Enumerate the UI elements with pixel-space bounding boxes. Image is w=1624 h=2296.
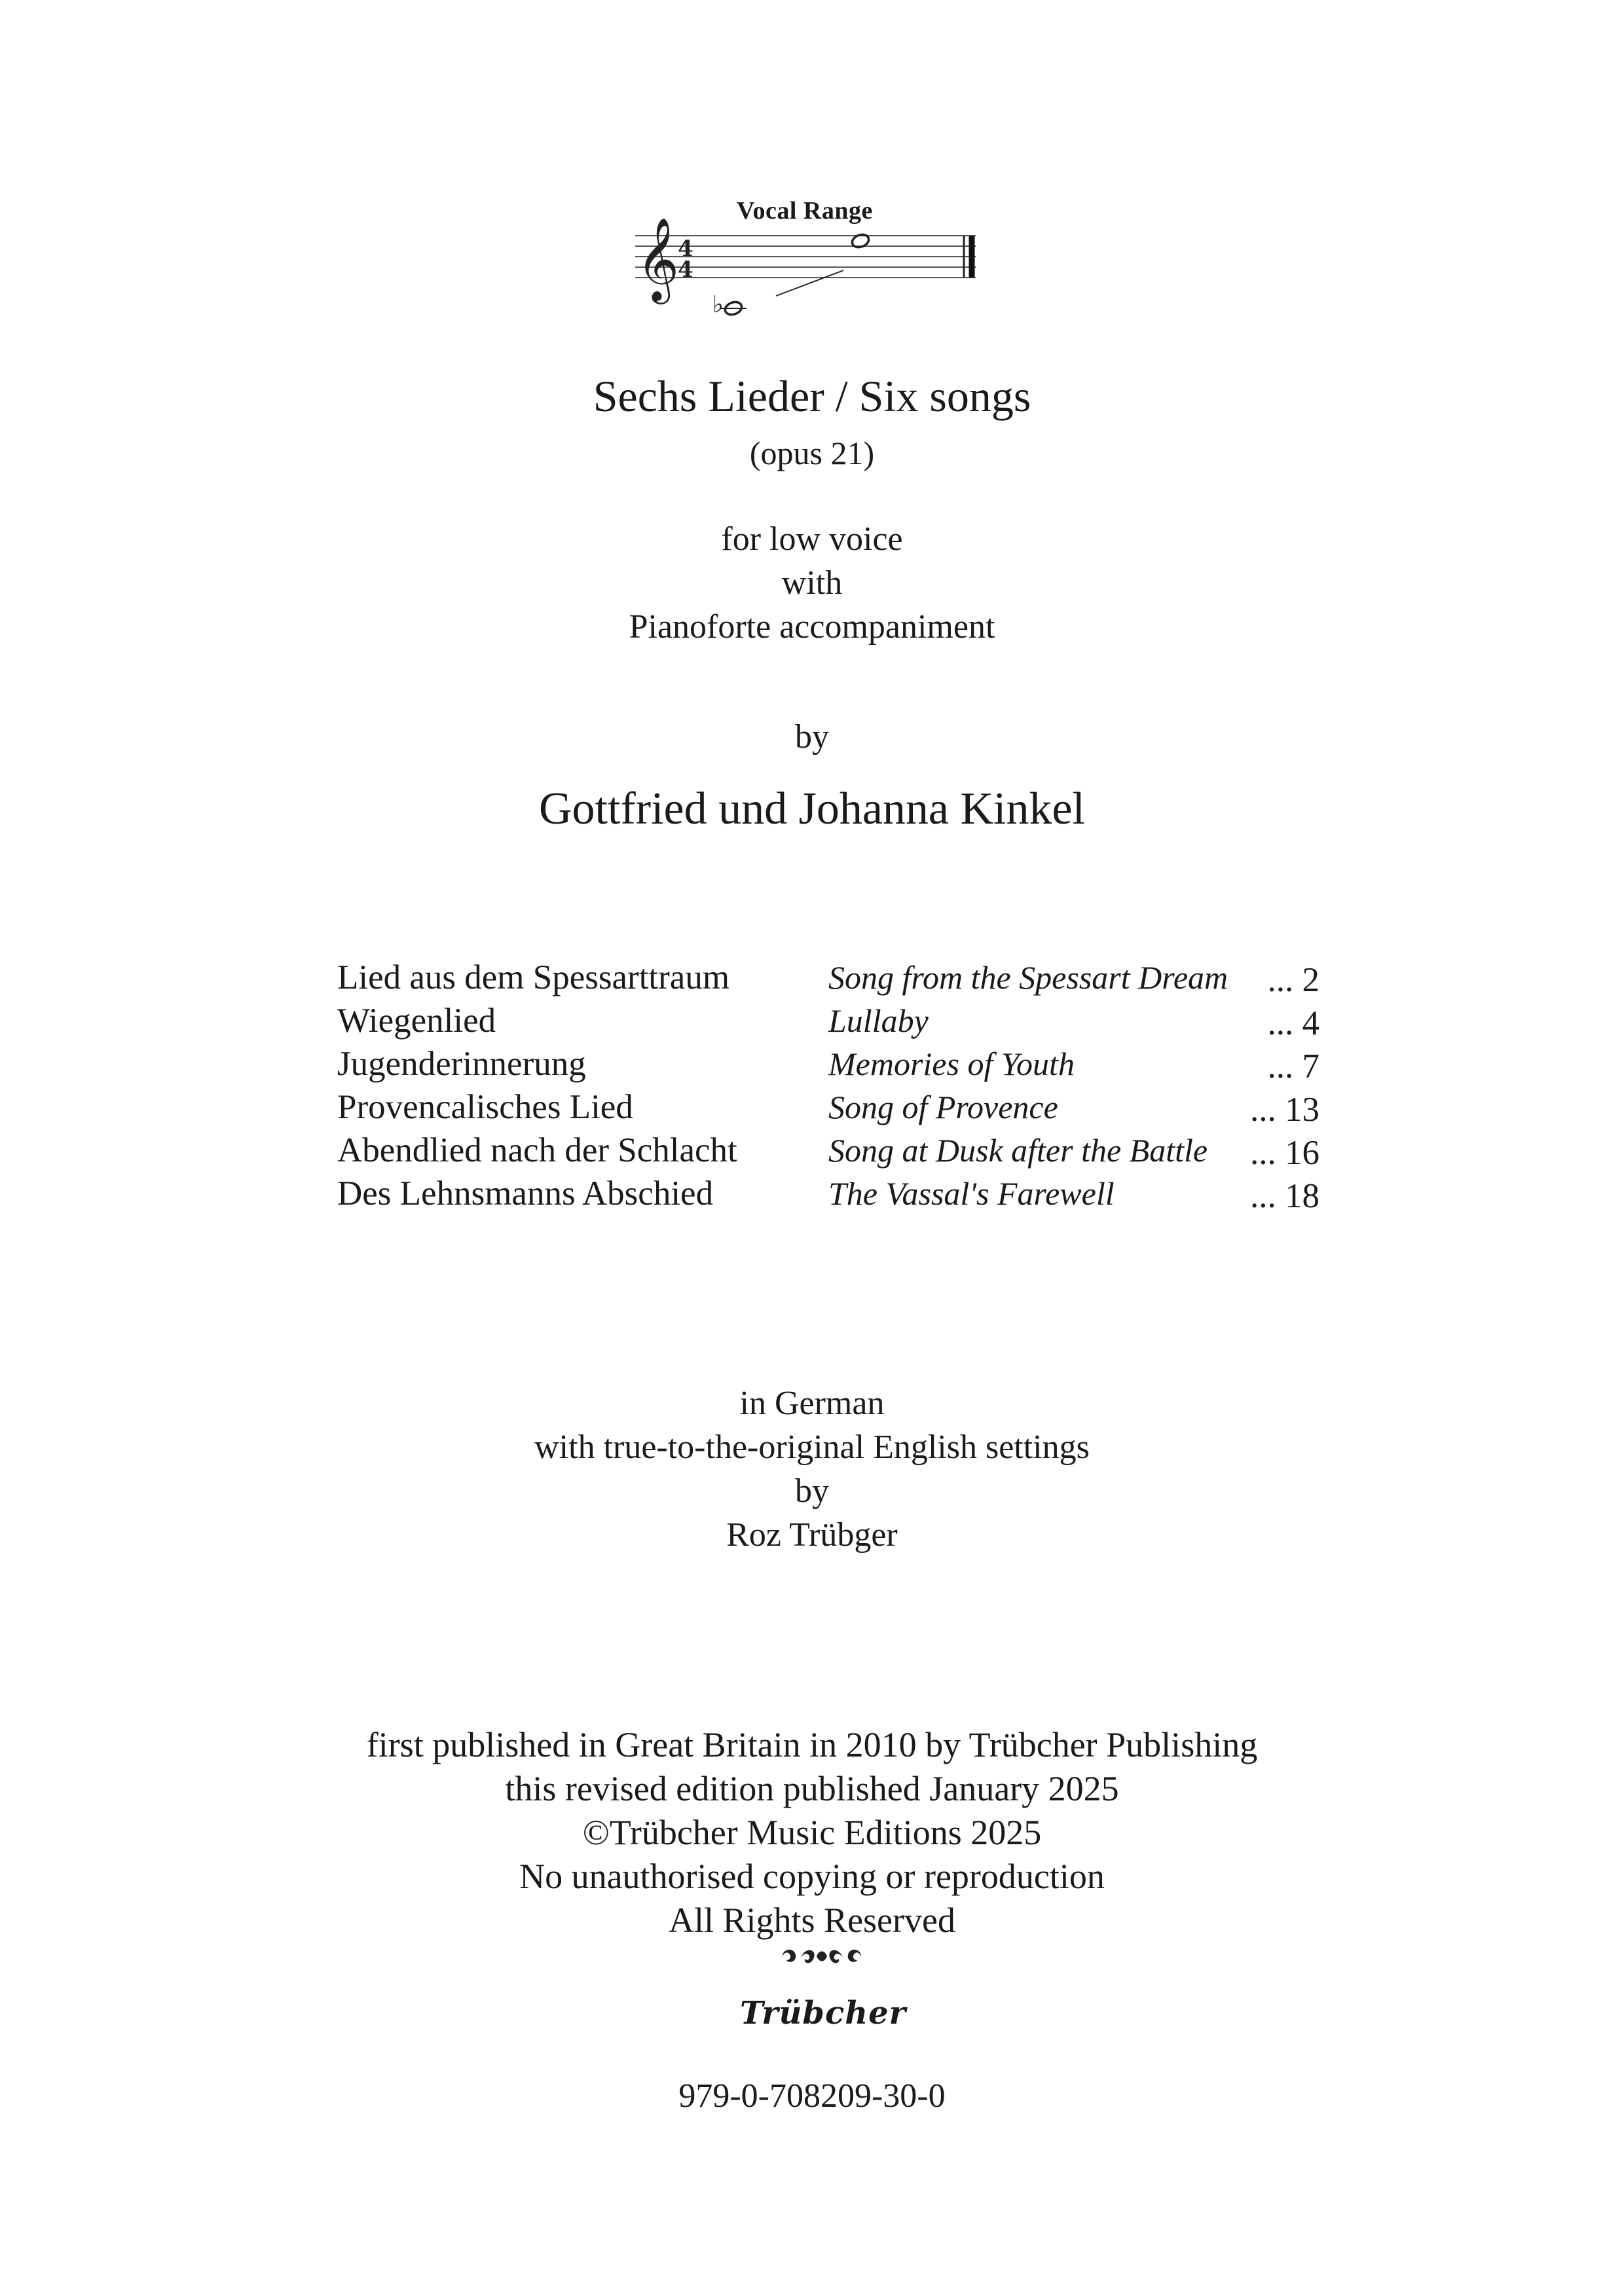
contents-row — [337, 999, 1359, 1042]
english-title: The Vassal's Farewell — [828, 1175, 1115, 1212]
publication-line: All Rights Reserved — [669, 1901, 955, 1940]
opus-number: (opus 21) — [749, 435, 875, 471]
translation-line: in German — [739, 1385, 885, 1422]
vocal-range-label: Vocal Range — [737, 197, 873, 225]
german-title: Jugenderinnerung — [337, 1045, 586, 1083]
treble-clef-icon: 𝄞 — [637, 217, 680, 301]
contents-row — [337, 1129, 1359, 1172]
by-label: by — [795, 718, 829, 756]
composers: Gottfried und Johanna Kinkel — [539, 784, 1085, 834]
publication-line: ©Trübcher Music Editions 2025 — [582, 1813, 1042, 1852]
translation-line: Roz Trübger — [726, 1516, 898, 1554]
voice-line: with — [781, 564, 843, 602]
english-title: Song at Dusk after the Battle — [828, 1132, 1208, 1169]
contents-row — [337, 1085, 1359, 1129]
voice-line: Pianoforte accompaniment — [629, 608, 995, 646]
publisher-logo: Trübcher — [740, 1995, 906, 2032]
vocal-range-staff — [622, 213, 995, 327]
high-note-icon — [851, 232, 871, 249]
ornament-icon — [776, 1943, 868, 1969]
english-title: Song of Provence — [828, 1089, 1058, 1125]
translation-line: by — [795, 1472, 829, 1510]
contents-table — [337, 956, 1359, 1215]
german-title: Wiegenlied — [337, 1002, 496, 1040]
publication-line: first published in Great Britain in 2010 by Trübcher Publishing — [366, 1725, 1258, 1764]
contents-row — [337, 956, 1359, 999]
german-title: Lied aus dem Spessarttraum — [337, 958, 730, 996]
page-title: Sechs Lieder / Six songs — [593, 371, 1031, 421]
page-reference: ... 2 — [1267, 961, 1320, 999]
voice-line: for low voice — [721, 520, 903, 558]
page-reference: ... 7 — [1267, 1048, 1320, 1085]
german-title: Provencalisches Lied — [337, 1088, 633, 1126]
publication-line: this revised edition published January 2025 — [505, 1769, 1119, 1808]
contents-row — [337, 1172, 1359, 1215]
svg-text:4: 4 — [678, 257, 693, 283]
time-signature-icon: 4 — [678, 236, 693, 262]
english-title: Song from the Spessart Dream — [828, 959, 1228, 996]
german-title: Des Lehnsmanns Abschied — [337, 1175, 714, 1212]
page-reference: ... 18 — [1250, 1177, 1320, 1215]
translation-line: with true-to-the-original English settings — [534, 1429, 1090, 1466]
flat-icon: ♭ — [712, 291, 724, 318]
voice-description — [0, 517, 1624, 649]
page-reference: ... 13 — [1250, 1091, 1320, 1129]
contents-row — [337, 1042, 1359, 1085]
publication-info — [0, 1723, 1624, 1942]
page-reference: ... 16 — [1250, 1134, 1320, 1172]
english-title: Lullaby — [828, 1002, 929, 1039]
english-title: Memories of Youth — [828, 1046, 1075, 1082]
isbn-number: 979-0-708209-30-0 — [678, 2077, 946, 2115]
page-reference: ... 4 — [1267, 1004, 1320, 1042]
german-title: Abendlied nach der Schlacht — [337, 1131, 737, 1169]
translation-credit — [0, 1381, 1624, 1557]
publication-line: No unauthorised copying or reproduction — [519, 1857, 1105, 1896]
